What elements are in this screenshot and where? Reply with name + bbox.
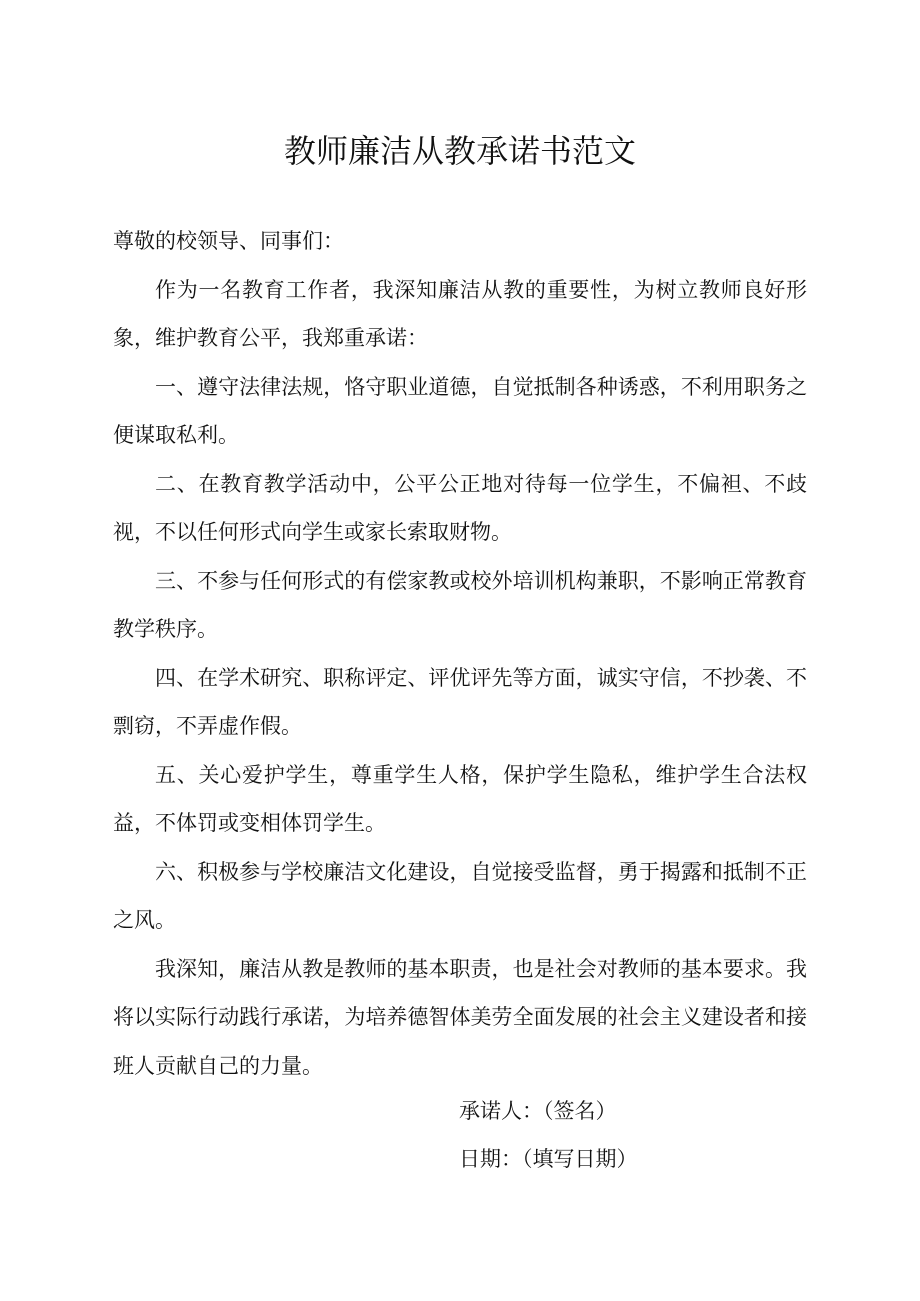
signer-line: 承诺人：（签名） [459,1099,617,1123]
paragraph-commitment-3: 三、不参与任何形式的有偿家教或校外培训机构兼职，不影响正常教育教学秩序。 [113,568,807,641]
paragraph-commitment-6: 六、积极参与学校廉洁文化建设，自觉接受监督，勇于揭露和抵制不正之风。 [113,859,807,932]
paragraph-intro: 作为一名教育工作者，我深知廉洁从教的重要性，为树立教师良好形象，维护教育公平，我郑重承诺： [113,277,807,350]
document-title: 教师廉洁从教承诺书范文 [283,132,636,170]
document-body [113,217,807,1090]
date-line: 日期：（填写日期） [459,1147,638,1171]
paragraph-commitment-1: 一、遵守法律法规，恪守职业道德，自觉抵制各种诱惑，不利用职务之便谋取私利。 [113,374,807,447]
greeting: 尊敬的校领导、同事们： [113,229,344,253]
paragraph-commitment-2: 二、在教育教学活动中，公平公正地对待每一位学生，不偏袒、不歧视，不以任何形式向学生或家长索取财物。 [113,471,807,544]
paragraph-closing: 我深知，廉洁从教是教师的基本职责，也是社会对教师的基本要求。我将以实际行动践行承诺，为培养德智体美劳全面发展的社会主义建设者和接班人贡献自己的力量。 [113,956,807,1078]
paragraph-commitment-4: 四、在学术研究、职称评定、评优评先等方面，诚实守信，不抄袭、不剽窃，不弄虚作假。 [113,665,807,738]
paragraph-commitment-5: 五、关心爱护学生，尊重学生人格，保护学生隐私，维护学生合法权益，不体罚或变相体罚学生。 [113,762,807,835]
